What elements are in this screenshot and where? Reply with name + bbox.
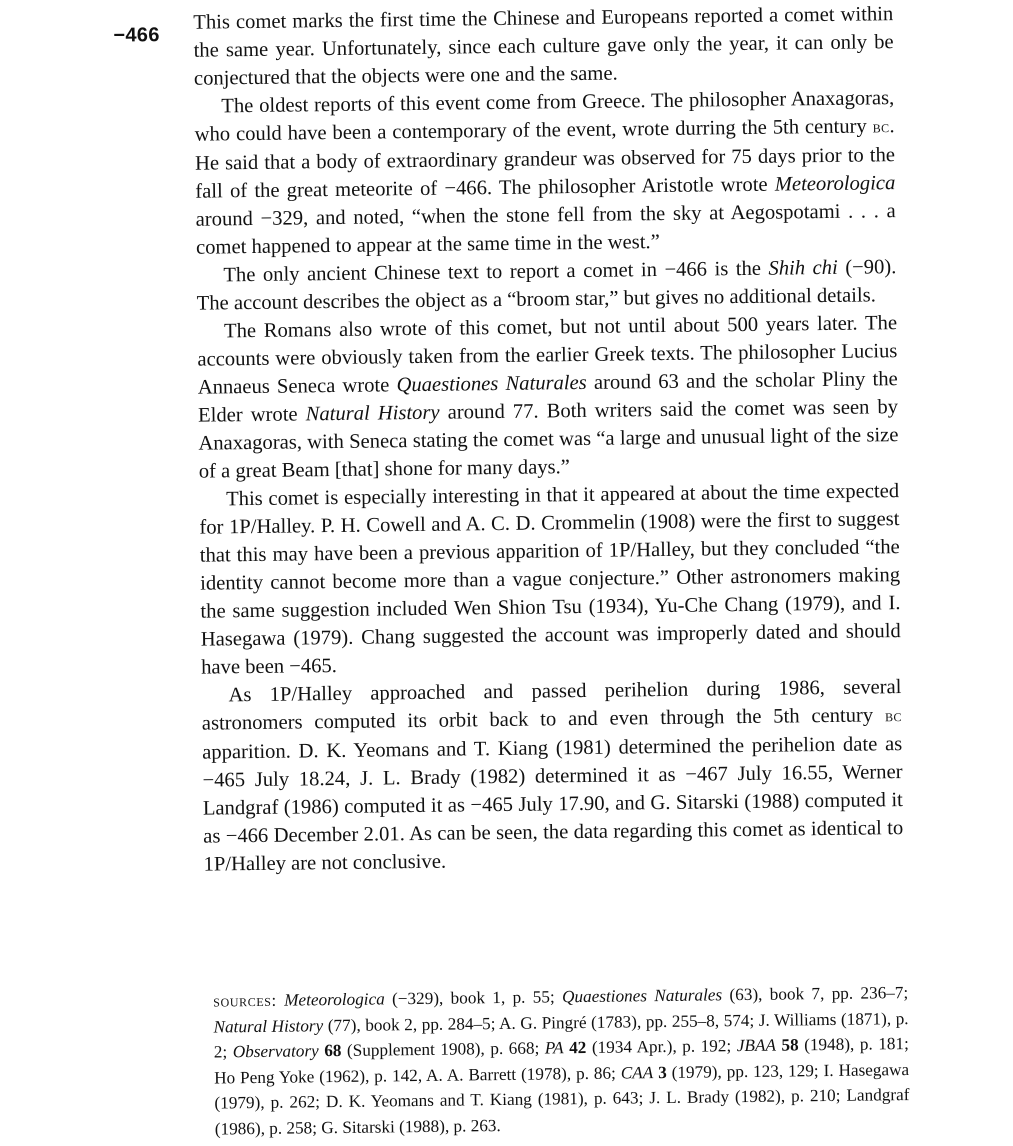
source-text: (−329), book 1, p. 55; xyxy=(384,987,563,1009)
entry-body xyxy=(193,0,904,878)
era-abbreviation: bc xyxy=(884,706,902,726)
paragraph-text: The oldest reports of this event come from Greece. The philosopher Anaxagoras, who could have been a contemporary of the event, wrote durring the 5th century xyxy=(194,87,895,146)
source-title: CAA xyxy=(620,1062,654,1083)
volume-number: 3 xyxy=(653,1062,667,1082)
paragraph-text: As 1P/Halley approached and passed perihelion during 1986, several astronomers computed its orbit back to and even through the 5th century xyxy=(201,676,902,735)
volume-number: 58 xyxy=(775,1035,799,1055)
sources-label: sources: xyxy=(213,990,277,1011)
paragraph-text: around 63 and the scholar Pliny the Elder wrote xyxy=(197,368,898,427)
volume-number: 42 xyxy=(563,1038,587,1058)
work-title: Meteorologica xyxy=(774,172,896,196)
source-text: (Supplement 1908), p. 668; xyxy=(341,1038,545,1061)
source-text: (1979), pp. 123, 129; I. Hasegawa (1979), p. 262; D. K. Yeomans and T. Kiang (1981), p. 643; J. L. Brady (1982), p. 210; Landgraf (1986), p. 258; G. Sitarski (1988), p. 263. xyxy=(214,1059,910,1139)
paragraph-text: . He said that a body of extraordinary grandeur was observed for 75 days prior to the fall of the great meteorite of −466. The philosopher Aristotle wrote xyxy=(194,115,896,203)
paragraph-text: around 77. Both writers said the comet was seen by Anaxagoras, with Seneca stating the comet was “a large and unusual light of the size of a great Beam [that] shone for many days.” xyxy=(198,396,899,483)
paragraph-greek-reports xyxy=(194,84,896,262)
sources-note xyxy=(213,980,910,1142)
volume-number: 68 xyxy=(318,1041,342,1061)
work-title: Quaestiones Naturales xyxy=(396,371,587,397)
source-title: PA xyxy=(544,1038,564,1058)
paragraph-text: (−90). The account describes the object as a “broom star,” but gives no additional details. xyxy=(196,256,897,315)
source-text: (1948), p. 181; Ho Peng Yoke (1962), p. 142, A. A. Barrett (1978), p. 86; xyxy=(214,1034,909,1088)
source-title: Natural History xyxy=(213,1015,324,1037)
source-title: Observatory xyxy=(232,1041,319,1062)
source-title: Quaestiones Naturales xyxy=(561,985,723,1007)
era-abbreviation: bc xyxy=(872,117,890,137)
source-text: (63), book 7, pp. 236–7; xyxy=(722,983,909,1005)
paragraph-text: apparition. D. K. Yeomans and T. Kiang (1981) determined the perihelion date as −465 July 18.24, J. L. Brady (1982) determined it as −467 July 16.55, Werner Landgraf (1986) computed it as −465 July 17.90, and G. Sitarski (1988) computed it as −466 December 2.01. As can be seen, the data regarding this comet as identical to 1P/Halley are not conclusive. xyxy=(202,733,904,876)
source-title: JBAA xyxy=(736,1035,777,1056)
paragraph-intro xyxy=(193,0,894,93)
work-title: Natural History xyxy=(305,401,440,426)
source-title: Meteorologica xyxy=(284,989,385,1010)
paragraph-text: This comet is especially interesting in that it appeared at about the time expected for 1P/Halley. P. H. Cowell and A. C. D. Crommelin (1908) were the first to suggest that this may have been a previous apparition of 1P/Halley, but they concluded “the identity cannot become more than a vague conjecture.” Other astronomers making the same suggestion included Wen Shion Tsu (1934), Yu-Che Chang (1979), and I. Hasegawa (1979). Chang suggested the account was improperly dated and should have been −465. xyxy=(199,480,901,679)
source-text: (1934 Apr.), p. 192; xyxy=(586,1036,737,1058)
work-title: Shih chi xyxy=(768,256,838,280)
paragraph-text: The only ancient Chinese text to report a comet in −466 is the xyxy=(223,257,769,287)
paragraph-intro-text: This comet marks the first time the Chinese and Europeans reported a comet within the same year. Unfortunately, since each culture gave only the year, it can only be conjectured that the objects were one and the same. xyxy=(193,3,894,90)
paragraph-halley-suggestion xyxy=(199,477,901,682)
paragraph-text: The Romans also wrote of this comet, but not until about 500 years later. The accounts were obviously taken from the earlier Greek texts. The philosopher Lucius Annaeus Seneca wrote xyxy=(197,312,898,399)
entry-year-heading: −466 xyxy=(113,24,160,47)
paragraph-text: around −329, and noted, “when the stone fell from the sky at Aegospotami . . . a comet happened to appear at the same time in the west.” xyxy=(195,200,896,259)
paragraph-orbit-computations xyxy=(201,673,903,879)
paragraph-roman-reports xyxy=(197,309,899,486)
paragraph-chinese-text xyxy=(196,253,897,318)
source-text: (77), book 2, pp. 284–5; A. G. Pingré (1783), pp. 255–8, 574; J. Williams (1871), p. 2; xyxy=(213,1008,909,1062)
